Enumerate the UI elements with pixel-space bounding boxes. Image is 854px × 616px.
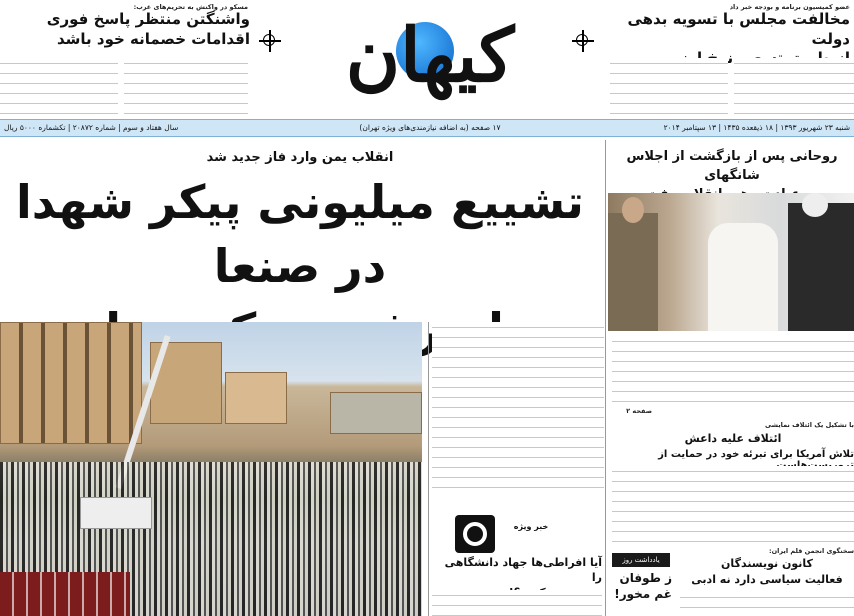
left-teaser-title-line1: واشنگتن منتظر پاسخ فوری [46, 10, 250, 28]
main-headline-line1: تشییع میلیونی پیکر شهدا در صنعا [16, 175, 584, 293]
middle-question-text [432, 590, 602, 616]
hospital-visit-photo [608, 193, 854, 331]
middle-box-label: خبر ویژه [513, 522, 549, 531]
writers-title-line2: فعالیت سیاسی دارد نه ادبی [691, 572, 843, 586]
registration-mark-icon [259, 30, 281, 52]
dateline-date: شنبه ۲۳ شهریور ۱۳۹۳ | ۱۸ ذیقعده ۱۴۳۵ | ۱۳ سپتامبر ۲۰۱۴ [663, 123, 850, 132]
dateline-bar [0, 119, 854, 137]
opinion-title-line2: غم مخور! [614, 587, 672, 602]
registration-mark-icon [572, 30, 594, 52]
writers-kicker: سخنگوی انجمن قلم ایران: [769, 547, 854, 555]
dateline-pages: ۱۷ صفحه (به اضافه نیازمندی‌های ویژه تهران) [359, 123, 501, 132]
middle-question-line1: آیا افراطی‌ها جهاد دانشگاهی را [444, 556, 602, 584]
opinion-title-line1: ز طوفان [619, 571, 672, 585]
column-divider [428, 322, 429, 616]
newspaper-logo: کیهان [345, 13, 515, 99]
left-teaser-title [0, 10, 250, 49]
rouhani-headline-line1: روحانی پس از بازگشت از اجلاس شانگهای [626, 149, 838, 183]
column-divider [605, 140, 606, 616]
right-teaser-kicker: عضو کمیسیون برنامه و بودجه خبر داد [729, 3, 850, 11]
isis-box-title: ائتلاف علیه داعش [684, 432, 782, 445]
dateline-issue: سال هفتاد و سوم | شماره ۲۰۸۷۲ | تکشماره ۵۰۰۰ ریال [4, 123, 179, 132]
isis-box-subtitle: تلاش آمریکا برای تبرئه خود در حمایت از [658, 449, 854, 460]
left-teaser-title-line2: اقدامات خصمانه خود باشد [56, 29, 250, 48]
writers-title [680, 556, 854, 588]
opinion-tag: یادداشت روز [612, 553, 670, 567]
left-teaser-kicker: مسکو در واکنش به تحریم‌های غرب: [133, 3, 248, 11]
middle-box-logo [455, 515, 495, 553]
right-teaser-title-line1: مخالفت مجلس با تسویه بدهی دولت [627, 10, 850, 48]
isis-box-kicker: با تشکیل یک ائتلاف نمایشی [765, 421, 854, 429]
writers-article-text [680, 592, 854, 616]
rouhani-page-ref: صفحه ۲ [626, 407, 652, 415]
opinion-title [612, 570, 672, 602]
left-teaser-body [0, 56, 250, 116]
main-kicker: انقلاب یمن وارد فاز جدید شد [206, 150, 394, 165]
right-teaser-body [610, 56, 854, 116]
funeral-crowd-photo [0, 322, 422, 616]
rouhani-article-text [612, 336, 854, 406]
middle-article-text [432, 322, 604, 490]
isis-article-text [612, 466, 854, 544]
writers-title-line1: کانون نویسندگان [721, 557, 813, 570]
